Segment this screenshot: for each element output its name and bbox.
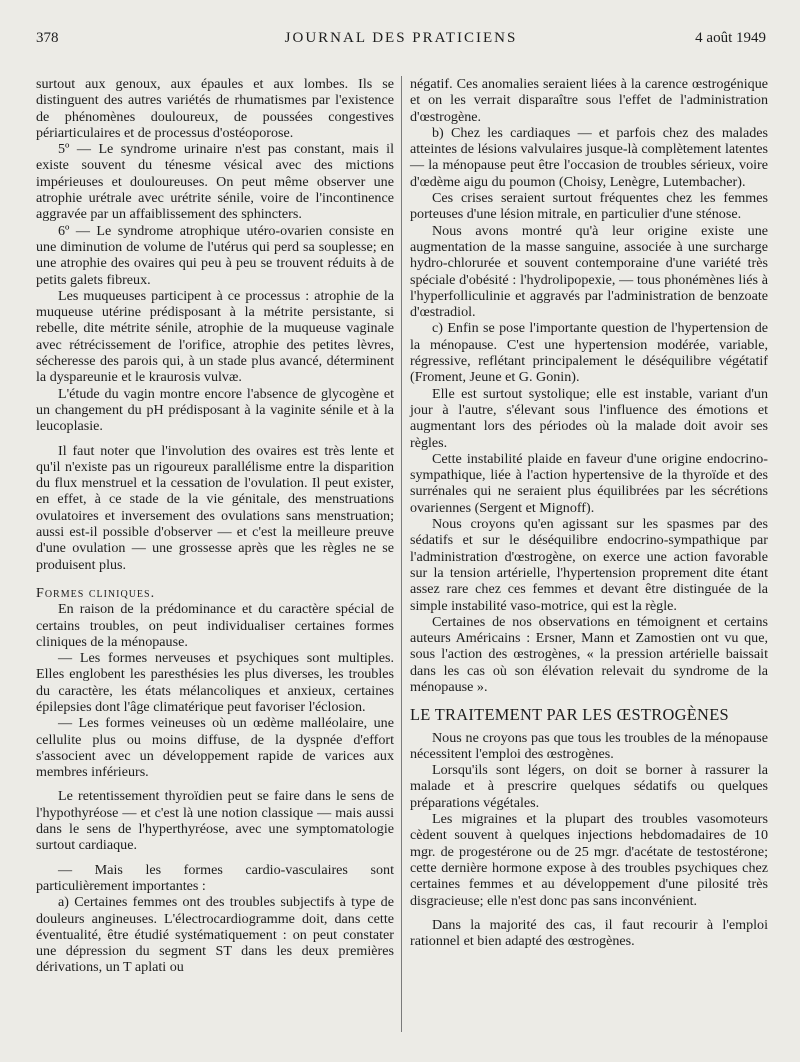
- page-header: [36, 30, 766, 52]
- left-column: [36, 76, 394, 976]
- paragraph: — Les formes veineuses où un œdème malléolaire, une cellulite plus ou moins diffuse, de la dyspnée d'effort s'associent avec un développement rapide de varices aux membres inférieurs.: [36, 715, 394, 781]
- paragraph: Certaines de nos observations en témoignent et certains auteurs Américains : Ersner, Mann et Zamostien ont vu que, sous l'action des œstrogènes, « la pression artérielle baissait dans les cas où son élévation relevait du syndrome de la ménopause ».: [410, 613, 768, 695]
- paragraph: 6º — Le syndrome atrophique utéro-ovarien consiste en une diminution de volume de l'utérus qui perd sa souplesse; en une atrophie des ovaires qui peu à peu se trouvent réduits à de petits galets fibreux.: [36, 222, 394, 288]
- paragraph: Il faut noter que l'involution des ovaires est très lente et qu'il n'existe pas un rigoureux parallélisme entre la disparition du flux menstruel et la cessation de l'ovulation. Il peut exister, en effet, à ce stade de la vie génitale, des menstruations ovulatoires et inversement des ovulations sans menstruation; aussi est-il possible d'observer — et c'est la meilleure preuve d'une ovulation — une grossesse après que les règles ne se produisent plus.: [36, 442, 394, 573]
- paragraph: En raison de la prédominance et du caractère spécial de certains troubles, on peut individualiser certaines formes cliniques de la ménopause.: [36, 601, 394, 650]
- section-subheading: Formes cliniques.: [36, 584, 156, 601]
- paragraph: Cette instabilité plaide en faveur d'une origine endocrino-sympathique, liée à l'action hypertensive de la thyroïde et des surrénales qui ne seraient plus équilibrées par les sécrétions ovariennes (Sergent et Mignoff).: [410, 450, 768, 516]
- paragraph: c) Enfin se pose l'importante question de l'hypertension de la ménopause. C'est une hypertension modérée, variable, régressive, reflétant principalement le déséquilibre végétatif (Froment, Jeune et G. Gonin).: [410, 320, 768, 386]
- paragraph: — Mais les formes cardio-vasculaires sont particulièrement importantes :: [36, 861, 394, 894]
- paragraph: surtout aux genoux, aux épaules et aux lombes. Ils se distinguent des autres variétés de rhumatismes par l'existence de phénomènes douloureux, de poussées congestives périarticulaires et de processus d'ostéoporose.: [36, 76, 394, 141]
- paragraph: 5º — Le syndrome urinaire n'est pas constant, mais il existe souvent du ténesme vésical avec des mictions impérieuses et douloureuses. On peut même observer une atrophie urétrale avec urétrite sénile, voire de l'incontinence aggravée par un affaiblissement des sphincters.: [36, 141, 394, 223]
- paragraph: négatif. Ces anomalies seraient liées à la carence œstrogénique et on les verrait disparaître sous l'effet de l'administration d'œstrogène.: [410, 76, 768, 125]
- right-column: [410, 76, 768, 949]
- paragraph: L'étude du vagin montre encore l'absence de glycogène et un changement du pH prédisposant à la vaginite sénile et à la leucoplasie.: [36, 385, 394, 435]
- paragraph: Nous avons montré qu'à leur origine existe une augmentation de la masse sanguine, associée à une surcharge hydro-chlorurée et souvent contemporaine d'une variété très spéciale d'obésité : l'hydrolipopexie, — tous phonémènes liés à l'hyperfolliculinie et aggravés par l'administration de benzoate d'œstradiol.: [410, 222, 768, 321]
- column-divider: [401, 76, 402, 1032]
- paragraph: Dans la majorité des cas, il faut recourir à l'emploi rationnel et bien adapté des œstrogènes.: [410, 916, 768, 950]
- paragraph: Lorsqu'ils sont légers, on doit se borner à rassurer la malade et à prescrire quelques sédatifs ou quelques préparations végétales.: [410, 762, 768, 811]
- paragraph: Nous ne croyons pas que tous les troubles de la ménopause nécessitent l'emploi des œstrogènes.: [410, 729, 768, 762]
- issue-date: 4 août 1949: [695, 30, 766, 46]
- paragraph: Les muqueuses participent à ce processus : atrophie de la muqueuse utérine prédisposant à la métrite persistante, si rebelle, dite métrite sénile, atrophie de la muqueuse vaginale avec rétrécissement de l'orifice, atrophie des petites lèvres, sécheresse des parois qui, à un stade plus avancé, déterminent la dyspareunie et le kraurosis vulvæ.: [36, 287, 394, 386]
- paragraph: Le retentissement thyroïdien peut se faire dans le sens de l'hypothyréose — et c'est là une notion classique — mais aussi dans le sens de l'hyperthyréose, avec une symptomatologie surtout cardiaque.: [36, 788, 394, 854]
- paragraph: b) Chez les cardiaques — et parfois chez des malades atteintes de lésions valvulaires jusque-là complètement latentes — la ménopause peut être l'occasion de troubles sérieux, voire d'œdème aigu du poumon (Choisy, Lenègre, Lutembacher).: [410, 124, 768, 190]
- page-number: 378: [36, 30, 59, 46]
- paragraph: Nous croyons qu'en agissant sur les spasmes par des sédatifs et sur le déséquilibre endocrino-sympathique par l'administration d'œstrogène, on exerce une action favorable sur la tension artérielle, l'hypertension proprement dite étant assez rare chez ces femmes et devant être distinguée de la simple instabilité vaso-motrice, qui est la règle.: [410, 516, 768, 614]
- paragraph: Les migraines et la plupart des troubles vasomoteurs cèdent souvent à quelques injections hebdomadaires de 10 mgr. de progestérone ou de 25 mgr. d'acétate de testostérone; cette dernière hormone expose à des troubles psychiques chez certaines femmes et au développement d'une pilosité très disgracieuse; elle n'est donc pas sans inconvénient.: [410, 811, 768, 909]
- paragraph: Elle est surtout systolique; elle est instable, variant d'un jour à l'autre, s'élevant sous l'influence des émotions et augmentant lors des périodes où la malade doit avoir ses règles.: [410, 385, 768, 451]
- journal-title: JOURNAL DES PRATICIENS: [284, 30, 518, 46]
- paragraph: — Les formes nerveuses et psychiques sont multiples. Elles englobent les paresthésies les plus diverses, les troubles du caractère, les états mélancoliques et anxieux, certaines épilepsies dont l'âge climatérique peut favoriser l'éclosion.: [36, 650, 394, 715]
- paragraph: a) Certaines femmes ont des troubles subjectifs à type de douleurs angineuses. L'électrocardiogramme doit, dans cette éventualité, être étudié systématiquement : on peut constater une dépression du segment ST dans les deux premières dérivations, un T aplati ou: [36, 894, 394, 976]
- paragraph: Ces crises seraient surtout fréquentes chez les femmes porteuses d'une lésion mitrale, en particulier d'une sténose.: [410, 190, 768, 223]
- section-heading: LE TRAITEMENT PAR LES ŒSTROGÈNES: [410, 705, 729, 725]
